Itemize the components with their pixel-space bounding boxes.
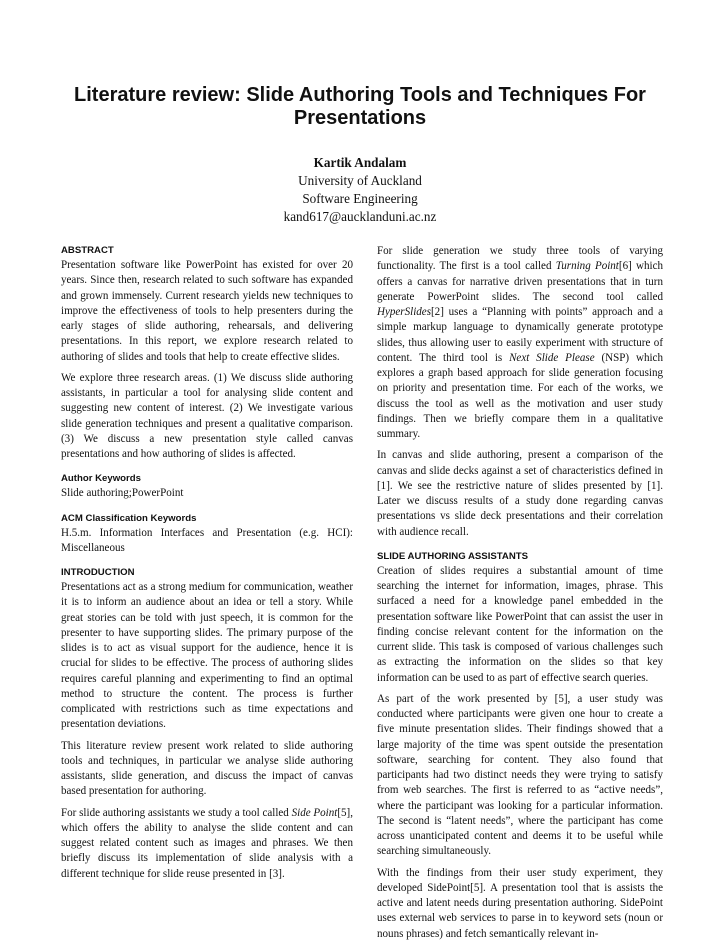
abstract-heading: ABSTRACT bbox=[61, 245, 114, 256]
intro-paragraph-1: Presentations act as a strong medium for communication, weather it is to inform an audience about an idea or tell a story. While great stories can be told with just speech, it is common for the presenter to have supporting slides. The primary purpose of the slides is to act as visual support for the audience, hence it is crucial for slides to be effective. The process of authoring slides requires careful planning and experimenting to find an optimal method to structure the content. The process is further complicated with restrictions such as time expectations and presentation deviations. bbox=[61, 581, 353, 731]
introduction-heading: INTRODUCTION bbox=[61, 567, 135, 578]
right-column bbox=[377, 244, 663, 948]
abstract-paragraph-1: Presentation software like PowerPoint has existed for over 20 years. Since then, research related to such software has expanded and grown immensely. Current research yields new techniques to improve the effectiveness of tools to help presenters during the early stages of slide authoring, rehearsals, and delivering presentations. In this report, we explore research related to authoring of slides and tools that help to create effective slides. bbox=[61, 259, 353, 363]
paper-title: Literature review: Slide Authoring Tools and Techniques For Presentations bbox=[74, 84, 646, 129]
author-affiliation: University of Auckland bbox=[298, 173, 422, 188]
canvas-paragraph: In canvas and slide authoring, present a comparison of the canvas and slide decks against a set of characteristics defined in [1]. We see the restrictive nature of slides presented by [1]. Later we discuss results of a study done regarding canvas presentations vs slide deck presentations and their correlation with audience recall. bbox=[377, 449, 663, 538]
abstract-paragraph-2: We explore three research areas. (1) We discuss slide authoring assistants, in particular a tool for analysing slide content and suggesting new content of interest. (2) We investigate various slide generation techniques and present a qualitative comparison. (3) We discuss a new presentation style called canvas presentations and how authoring of slides is affected. bbox=[61, 371, 353, 460]
tool-name-sidepoint: Side Point bbox=[291, 806, 338, 819]
saa-paragraph-1: Creation of slides requires a substantial amount of time searching the internet for information, images, phrase. This surfaced a need for a knowledge panel embedded in the presentation software like PowerPoint that can assist the user in finding concise relevant content for the information on the current slide. This task is composed of various challenges such as extracting the information on the slides so that key information can be used to as part of effective search queries. bbox=[377, 564, 663, 684]
author-block bbox=[160, 154, 560, 226]
author-name: Kartik Andalam bbox=[313, 155, 407, 170]
tool-name-next-slide-please: Next Slide Please bbox=[509, 351, 595, 364]
slide-authoring-assistants-heading: SLIDE AUTHORING ASSISTANTS bbox=[377, 550, 529, 562]
saa-paragraph-2: As part of the work presented by [5], a user study was conducted where participants were given one hour to create a five minute presentation slides. Their findings showed that a large majority of the time was spent outside the presentation software, searching for content. They also found that participants had two distinct needs they were trying to satisfy from web searches. The first is referred to as “active needs”, where the participant was looking for a particular information. The second is “latent needs”, where the participant has come across unanticipated content and deems it to be useful while searching simultaneously. bbox=[377, 692, 663, 858]
keywords-heading: Author Keywords bbox=[61, 473, 141, 485]
acm-text: H.5.m. Information Interfaces and Presentation (e.g. HCI): Miscellaneous bbox=[61, 526, 353, 554]
tool-name-hyperslides: HyperSlides bbox=[377, 306, 431, 318]
acm-heading: ACM Classification Keywords bbox=[61, 512, 197, 524]
generation-paragraph: For slide generation we study three tools of varying functionality. The first is a tool called Turning Point[6] which offers a canvas for narrative driven presentations that in turn generate PowerPoint slides. The second tool called HyperSlides[2] uses a “Planning with points” approach and a simple markup language to dynamically generate prototype slides, thus allowing user to easily experiment with structure of content. The third tool is Next Slide Please (NSP) which explores a graph based approach for slide generation focusing on priority and presentation time. For each of the works, we discuss the tool as well as the motivation and user study findings. Then we briefly compare them in a qualitative summary. bbox=[377, 245, 664, 440]
keywords-text: Slide authoring;PowerPoint bbox=[61, 487, 184, 500]
intro-paragraph-2: This literature review present work related to slide authoring tools and techniques, in particular we analyse slide authoring assistants, slide generation, and discuss the impact of canvas based presentation for authoring. bbox=[61, 739, 353, 798]
saa-paragraph-3: With the findings from their user study experiment, they developed SidePoint[5]. A presentation tool that is assists the active and latent needs during presentation authoring. SidePoint uses external web services to parse in to keyword sets (noun or nouns phrases) and fetch semantically relevant in- bbox=[377, 866, 663, 940]
intro-paragraph-3: For slide authoring assistants we study a tool called Side Point[5], which offers the ability to analyse the slide content and can suggest related content such as images and phrases. We then briefly discuss its implementation of slide analysis with a different technique for slide reuse presented in [3]. bbox=[61, 806, 353, 880]
left-column bbox=[61, 244, 353, 888]
author-department: Software Engineering bbox=[302, 191, 418, 206]
tool-name-turning-point: Turning Point bbox=[555, 260, 619, 273]
author-email: kand617@aucklanduni.ac.nz bbox=[283, 209, 437, 224]
